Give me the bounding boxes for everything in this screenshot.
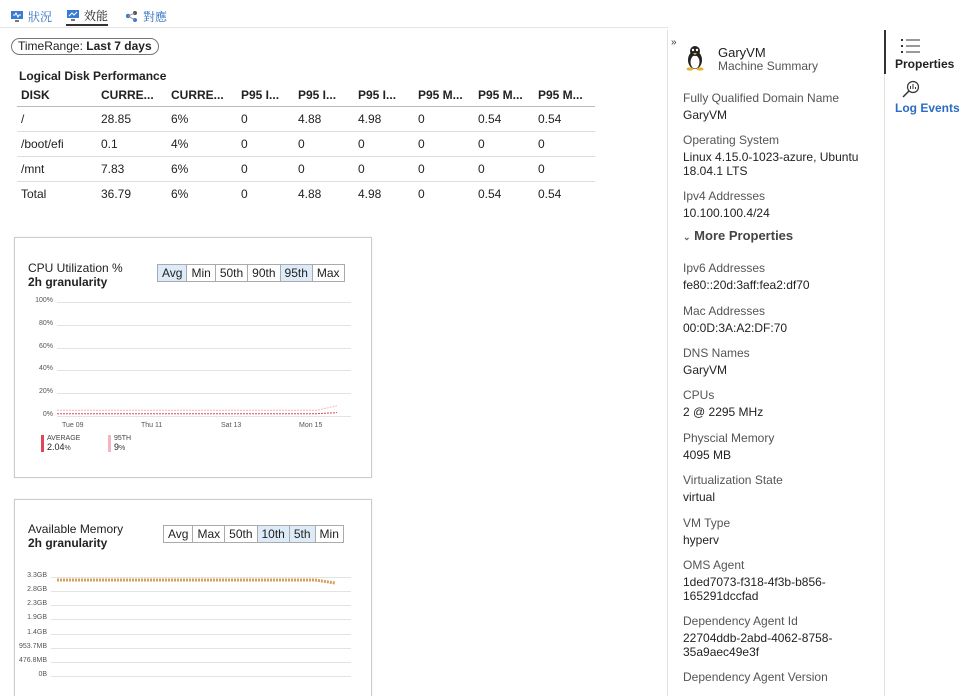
memory-agg-50th[interactable]: 50th [225,526,257,542]
table-cell: 6% [171,186,189,201]
disk-table [17,85,595,206]
property-key: Physcial Memory [683,431,775,445]
memory-y-tick-label: 3.3GB [27,572,47,579]
table-row[interactable] [17,181,595,206]
cpu-chart-granularity: 2h granularity [28,275,108,289]
cpu-agg-min[interactable]: Min [187,265,215,281]
cpu-line-chart [15,238,372,478]
cpu-agg-max[interactable]: Max [316,266,340,280]
cpu-x-tick-label: Mon 15 [299,422,323,429]
machine-summary-panel [667,30,885,696]
property-value: 10.100.100.4/24 [683,206,770,220]
memory-line-chart [15,500,372,696]
rail-properties[interactable]: Properties [895,57,955,71]
tab-map-label: 對應 [143,9,168,24]
table-cell: 0 [354,131,414,156]
memory-agg-max[interactable]: Max [193,526,225,542]
cpu-x-tick-label: Sat 13 [221,422,242,429]
vm-name: GaryVM [718,45,766,60]
property-key: OMS Agent [683,558,745,572]
linux-icon [684,45,706,71]
property-ipv6 [683,261,873,292]
memory-y-tick-label: 1.9GB [27,614,47,622]
memory-y-tick-label: 953.7MB [18,642,47,650]
tab-map[interactable] [125,6,167,26]
memory-agg-avg[interactable]: Avg [164,526,193,542]
table-cell: 0.54 [538,186,562,201]
property-dns [683,346,873,377]
memory-y-tick-label: 0B [38,671,47,678]
property-key: CPUs [683,388,715,402]
memory-chart-title: Available Memory [28,522,124,536]
table-cell: 0 [294,131,354,156]
timerange-label: TimeRange: [18,39,83,53]
table-cell: Total [21,186,47,201]
property-key: DNS Names [683,346,750,360]
property-key: Ipv4 Addresses [683,189,766,203]
tab-health-label: 狀況 [28,9,53,24]
memory-series-line [57,580,335,583]
table-cell: 0 [237,156,294,181]
legend-label: AVERAGE [47,435,81,442]
table-cell: 36.79 [101,186,132,201]
property-value: 2 @ 2295 MHz [683,405,764,419]
table-cell: 4.98 [354,106,414,131]
property-value: GaryVM [683,363,728,377]
cpu-agg-avg[interactable]: Avg [158,265,187,281]
memory-agg-min[interactable]: Min [319,527,339,541]
timerange-value: Last 7 days [86,39,152,53]
property-key: Fully Qualified Domain Name [683,91,840,105]
tab-performance-label: 效能 [84,8,109,23]
cpu-series-line [57,406,337,411]
table-cell: 0 [474,156,534,181]
memory-y-tick-label: 2.3GB [27,600,47,608]
tab-performance[interactable] [66,6,108,26]
table-cell: /mnt [17,156,97,181]
column-header[interactable]: DISK [17,85,97,106]
map-nodes-icon [125,10,139,23]
table-cell: 4.88 [294,106,354,131]
table-cell: 6% [167,106,237,131]
disk-table-title: Logical Disk Performance [19,69,167,83]
cpu-y-tick-label: 80% [38,319,53,327]
table-cell: 0 [294,156,354,181]
health-monitor-icon [10,10,24,23]
cpu-chart-title: CPU Utilization % [28,261,123,275]
vm-subtitle: Machine Summary [718,59,819,73]
table-cell: 0 [534,156,595,181]
performance-monitor-icon [66,9,80,22]
property-memory [683,431,873,462]
table-cell: / [17,106,97,131]
view-tabs [0,0,668,28]
tab-health[interactable] [10,6,52,26]
memory-y-tick-label: 2.8GB [27,586,47,594]
cpu-x-tick-label: Tue 09 [62,422,84,429]
property-os [683,133,873,178]
column-header[interactable]: P95 M... [474,85,534,106]
property-virtualization [683,473,873,504]
table-cell: 0.54 [474,106,534,131]
property-key: VM Type [683,516,731,530]
property-value: Linux 4.15.0-1023-azure, Ubuntu 18.04.1 LTS [683,150,859,178]
table-cell: 0 [414,106,474,131]
cpu-x-tick-label: Thu 11 [141,422,163,429]
table-cell: 4.88 [298,186,322,201]
cpu-chart-card [14,237,372,478]
property-value: fe80::20d:3aff:fea2:df70 [683,278,810,292]
property-fqdn [683,91,873,122]
property-key: Dependency Agent Id [683,614,798,628]
table-row[interactable] [17,106,595,131]
table-cell: 0 [354,156,414,181]
property-key: Mac Addresses [683,304,766,318]
property-key: Virtualization State [683,473,783,487]
cpu-y-tick-label: 100% [35,297,53,304]
property-key: Dependency Agent Version [683,670,828,684]
memory-agg-5th[interactable]: 5th [290,526,316,542]
timerange-selector[interactable] [11,38,159,55]
table-row[interactable] [17,156,595,181]
column-header[interactable]: P95 I... [237,85,294,106]
column-header[interactable]: P95 M... [534,85,595,106]
cpu-y-tick-label: 40% [38,365,53,373]
cpu-y-tick-label: 60% [38,342,53,350]
cpu-agg-50th[interactable]: 50th [216,265,248,281]
list-icon [901,38,921,54]
legend-unit: % [119,445,126,452]
table-cell: 4.98 [358,186,382,201]
table-cell: 0 [237,106,294,131]
more-properties-label: More Properties [694,228,794,243]
rail-log-events[interactable]: Log Events [895,101,960,115]
property-dependency-agent-id [683,614,873,659]
table-cell: 7.83 [97,156,167,181]
cpu-y-tick-label: 20% [38,388,53,396]
property-key: Ipv6 Addresses [683,261,766,275]
legend-value: 2.04 [47,442,65,452]
table-cell: 0.1 [97,131,167,156]
table-cell: 0 [414,156,474,181]
table-cell: 6% [167,156,237,181]
property-key: Operating System [683,133,780,147]
memory-y-tick-label: 1.4GB [27,628,47,636]
column-header[interactable]: P95 I... [354,85,414,106]
property-value: 4095 MB [683,448,732,462]
column-header[interactable]: CURRE... [97,85,167,106]
more-properties-toggle[interactable] [683,228,793,243]
table-cell: /boot/efi [17,131,97,156]
collapse-panel-button[interactable]: » [671,37,677,48]
property-oms-agent [683,558,873,603]
legend-label: 95TH [114,435,132,442]
memory-chart-card [14,499,372,696]
memory-chart-granularity: 2h granularity [28,536,108,550]
property-value: hyperv [683,533,720,547]
property-value: GaryVM [683,108,728,122]
table-row[interactable] [17,131,595,156]
legend-unit: % [64,445,71,452]
rail-selection-indicator [884,30,886,74]
table-cell: 0 [534,131,595,156]
table-cell: 0 [418,186,425,201]
memory-agg-10th[interactable]: 10th [258,526,290,542]
table-cell: 28.85 [97,106,167,131]
log-search-icon [901,80,921,98]
table-cell: 0 [241,186,248,201]
property-value: virtual [683,490,716,504]
property-vm-type [683,516,873,547]
column-header[interactable]: CURRE... [167,85,237,106]
column-header[interactable]: P95 I... [294,85,354,106]
table-cell: 0 [414,131,474,156]
table-cell: 4% [167,131,237,156]
property-cpus [683,388,873,419]
table-cell: 0 [237,131,294,156]
property-dependency-agent-version [683,670,873,685]
property-value: 1ded7073-f318-4f3b-b856-165291dccfad [683,575,826,603]
property-mac [683,304,873,335]
table-cell: 0 [474,131,534,156]
cpu-agg-90th[interactable]: 90th [248,265,280,281]
disk-table-header [17,85,595,106]
property-value: 00:0D:3A:A2:DF:70 [683,321,788,335]
property-ipv4 [683,189,873,220]
table-cell: 0.54 [478,186,502,201]
table-cell: 0.54 [534,106,595,131]
cpu-agg-95th[interactable]: 95th [281,265,313,281]
cpu-y-tick-label: 0% [42,411,53,418]
memory-y-tick-label: 476.8MB [18,656,47,664]
chevron-down-icon: ⌄ [683,232,691,242]
property-value: 22704ddb-2abd-4062-8758-35a9aec49e3f [683,631,833,659]
column-header[interactable]: P95 M... [414,85,474,106]
legend-value: 9 [114,442,120,452]
side-rail [884,30,980,696]
cpu-series-line [57,413,337,414]
